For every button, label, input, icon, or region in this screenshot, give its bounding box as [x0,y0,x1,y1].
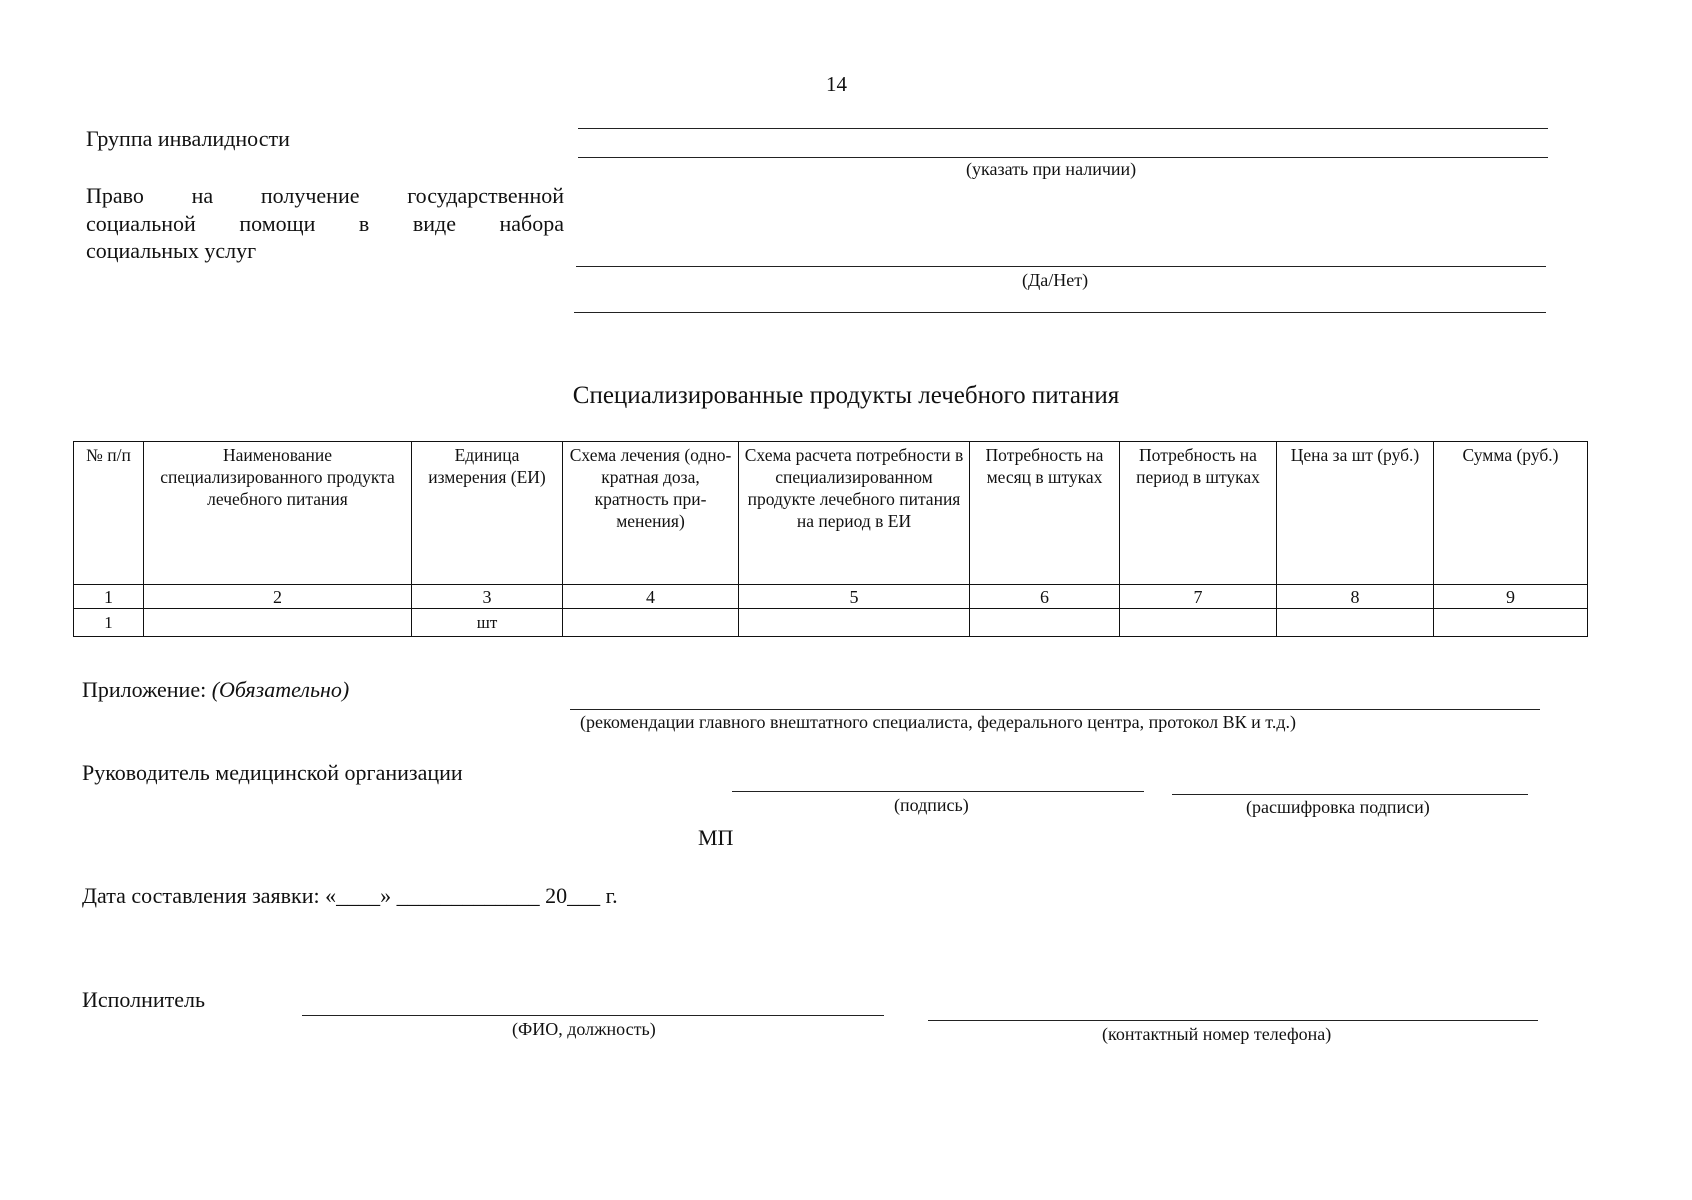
treatment-scheme-cell[interactable] [563,609,739,637]
calculation-scheme-cell[interactable] [739,609,970,637]
signature-caption: (подпись) [894,795,969,815]
header-cell: Единица измерения (ЕИ) [412,442,563,585]
social-services-line[interactable] [576,266,1546,267]
column-number: 6 [970,585,1120,609]
unit-cell: шт [412,609,563,637]
executor-label: Исполнитель [82,987,206,1012]
page-number: 14 [826,72,847,96]
header-cell: Потребность на месяц в штуках [970,442,1120,585]
header-cell: Сумма (руб.) [1434,442,1588,585]
header-cell: Цена за шт (руб.) [1277,442,1434,585]
disability-group-line-1[interactable] [578,128,1548,129]
application-date[interactable]: Дата составления заявки: «____» _____________ 20___ г. [82,883,618,908]
table-row [74,609,1588,637]
social-services-label-line1: Право на получение государственной [86,183,564,208]
header-cell: Потребность на период в штуках [1120,442,1277,585]
period-need-cell[interactable] [1120,609,1277,637]
column-number: 5 [739,585,970,609]
column-number: 9 [1434,585,1588,609]
signature-decoding-line[interactable] [1172,794,1528,795]
header-cell: Схема лечения (одно-кратная доза, кратность при-менения) [563,442,739,585]
signature-line[interactable] [732,791,1144,792]
disability-group-label: Группа инвалидности [86,126,290,151]
column-number: 4 [563,585,739,609]
social-services-label-line3: социальных услуг [86,238,257,263]
social-services-label-line2: социальной помощи в виде набора [86,211,564,236]
social-services-caption: (Да/Нет) [1022,270,1089,290]
header-cell: Наименование специализированного продукта лечебного питания [144,442,412,585]
section-title: Специализированные продукты лечебного питания [572,382,1120,409]
column-number: 3 [412,585,563,609]
product-name-cell[interactable] [144,609,412,637]
attachment-label-block [82,676,349,704]
products-table [73,441,1588,637]
executor-name-line[interactable] [302,1015,884,1016]
column-number: 8 [1277,585,1434,609]
column-number: 1 [74,585,144,609]
disability-group-caption: (указать при наличии) [966,159,1137,179]
attachment-note: (Обязательно) [211,677,350,702]
attachment-label: Приложение: [82,677,207,702]
disability-group-line-2[interactable] [578,157,1548,158]
sum-cell[interactable] [1434,609,1588,637]
stamp-label: МП [698,825,734,850]
attachment-caption: (рекомендации главного внештатного специалиста, федерального центра, протокол ВК и т.д.) [580,712,1296,732]
column-number: 2 [144,585,412,609]
monthly-need-cell[interactable] [970,609,1120,637]
executor-name-caption: (ФИО, должность) [512,1019,656,1039]
table-header-row [74,442,1588,585]
price-cell[interactable] [1277,609,1434,637]
attachment-line[interactable] [570,709,1540,710]
signature-decoding-caption: (расшифровка подписи) [1246,797,1430,817]
header-cell: № п/п [74,442,144,585]
separator-line [574,312,1546,313]
row-number-cell: 1 [74,609,144,637]
head-label: Руководитель медицинской организации [82,760,463,785]
header-cell: Схема расчета потребности в специализированном продукте лечебного питания на период в ЕИ [739,442,970,585]
column-number: 7 [1120,585,1277,609]
executor-phone-caption: (контактный номер телефона) [1102,1024,1332,1044]
column-number-row [74,585,1588,609]
executor-phone-line[interactable] [928,1020,1538,1021]
